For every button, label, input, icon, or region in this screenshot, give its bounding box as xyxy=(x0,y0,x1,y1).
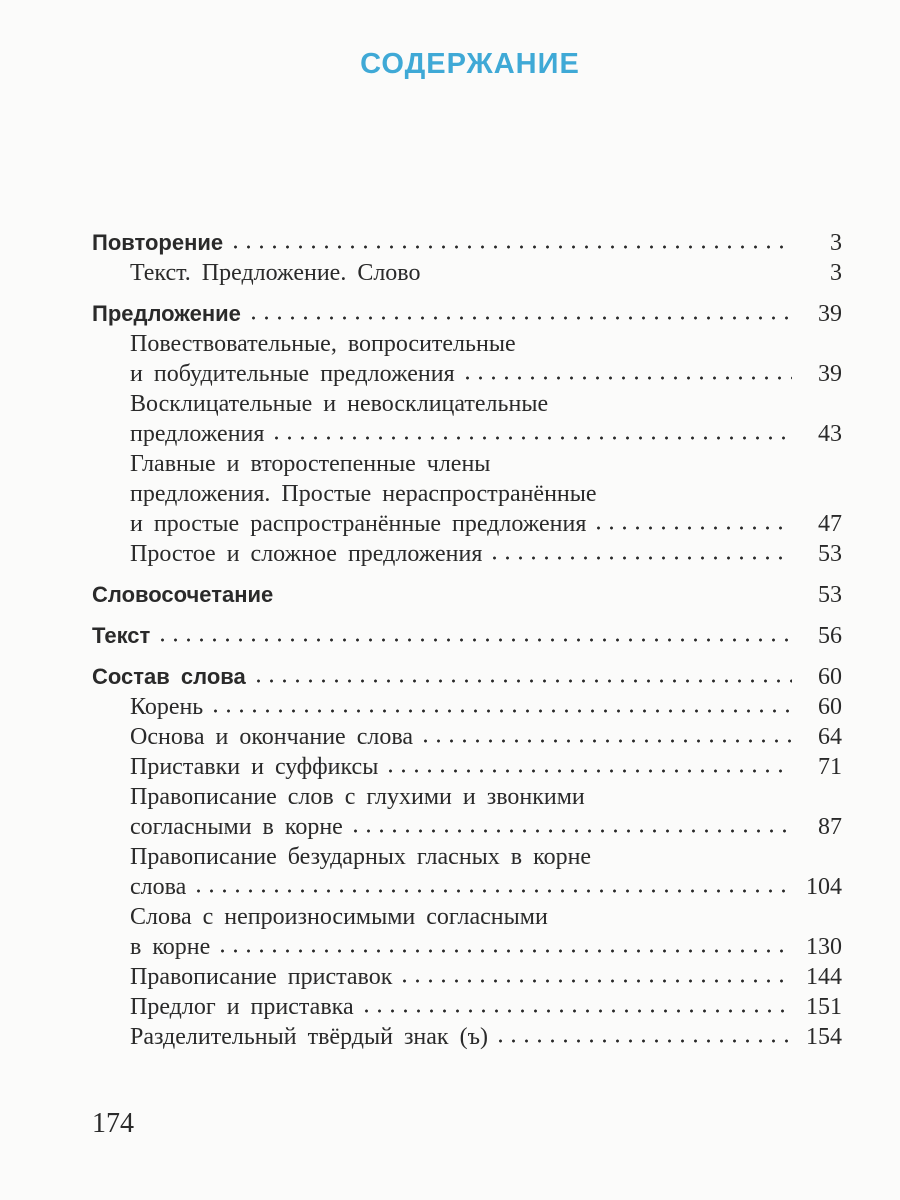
toc-section-heading[interactable] xyxy=(92,299,842,329)
toc-section-heading[interactable] xyxy=(92,621,842,651)
toc-page-number: 3 xyxy=(830,230,842,256)
toc-section-title: Состав слова xyxy=(92,664,246,689)
toc-item[interactable] xyxy=(92,932,842,962)
dot-leader xyxy=(384,769,792,773)
dot-leader xyxy=(398,979,792,983)
dot-leader xyxy=(192,889,792,893)
toc-item-title: Правописание приставок xyxy=(130,964,393,990)
toc-section-title: Предложение xyxy=(92,301,241,326)
toc-section-heading[interactable] xyxy=(92,580,842,610)
dot-leader xyxy=(488,556,792,560)
toc-item-title: Корень xyxy=(130,694,204,720)
toc-section-heading[interactable] xyxy=(92,662,842,692)
toc-item-title: и простые распространённые предложения xyxy=(130,511,587,537)
toc-item-title: в корне xyxy=(130,934,211,960)
toc-item-title: Предлог и приставка xyxy=(130,994,354,1020)
toc-section xyxy=(92,299,842,569)
page-title: СОДЕРЖАНИЕ xyxy=(360,48,580,80)
toc-item[interactable] xyxy=(92,509,842,539)
toc-item-line: Повествовательные, вопросительные xyxy=(130,331,516,357)
toc-item-title: Основа и окончание слова xyxy=(130,724,413,750)
toc-page-number: 43 xyxy=(818,421,842,447)
toc-item-line: Правописание безударных гласных в корне xyxy=(130,844,592,870)
dot-leader xyxy=(270,436,792,440)
toc-item-line: Главные и второстепенные члены xyxy=(130,451,491,477)
toc-item[interactable] xyxy=(92,962,842,992)
toc-page-number: 39 xyxy=(818,301,842,327)
toc-item[interactable] xyxy=(92,539,842,569)
toc-item-line: Правописание слов с глухими и звонкими xyxy=(130,784,585,810)
toc-item[interactable] xyxy=(92,1022,842,1052)
dot-leader xyxy=(247,316,792,320)
dot-leader xyxy=(360,1009,792,1013)
toc-page-number: 3 xyxy=(830,260,842,286)
table-of-contents xyxy=(92,228,842,1063)
toc-section xyxy=(92,228,842,288)
toc-item-title: Приставки и суффиксы xyxy=(130,754,379,780)
toc-item[interactable] xyxy=(92,359,842,389)
toc-page-number: 53 xyxy=(818,582,842,608)
toc-section xyxy=(92,621,842,651)
dot-leader xyxy=(494,1039,792,1043)
toc-page-number: 104 xyxy=(806,874,842,900)
toc-item[interactable] xyxy=(92,812,842,842)
toc-section-title: Словосочетание xyxy=(92,582,274,607)
toc-section-heading[interactable] xyxy=(92,228,842,258)
toc-section xyxy=(92,580,842,610)
toc-page-number: 71 xyxy=(818,754,842,780)
toc-item-line: Восклицательные и невосклицательные xyxy=(130,391,549,417)
dot-leader xyxy=(209,709,792,713)
toc-item-title: Разделительный твёрдый знак (ъ) xyxy=(130,1024,488,1050)
toc-page-number: 151 xyxy=(806,994,842,1020)
toc-item[interactable] xyxy=(92,692,842,722)
dot-leader xyxy=(461,376,792,380)
toc-page-number: 64 xyxy=(818,724,842,750)
toc-item[interactable] xyxy=(92,419,842,449)
dot-leader xyxy=(229,245,792,249)
toc-page-number: 53 xyxy=(818,541,842,567)
toc-item-line: Слова с непроизносимыми согласными xyxy=(130,904,548,930)
toc-section-title: Текст xyxy=(92,623,151,648)
toc-page-number: 39 xyxy=(818,361,842,387)
toc-item-title: слова xyxy=(130,874,187,900)
toc-page-number: 154 xyxy=(806,1024,842,1050)
dot-leader xyxy=(252,679,792,683)
dot-leader xyxy=(419,739,792,743)
dot-leader xyxy=(156,638,792,642)
toc-item-line: предложения. Простые нераспространённые xyxy=(130,481,597,507)
toc-section-title: Повторение xyxy=(92,230,224,255)
toc-page-number: 144 xyxy=(806,964,842,990)
toc-page-number: 87 xyxy=(818,814,842,840)
toc-item[interactable] xyxy=(92,752,842,782)
toc-item[interactable] xyxy=(92,992,842,1022)
page-number: 174 xyxy=(92,1108,134,1139)
toc-item-title: Простое и сложное предложения xyxy=(130,541,483,567)
toc-item-title: и побудительные предложения xyxy=(130,361,455,387)
toc-item[interactable] xyxy=(92,722,842,752)
toc-page-number: 60 xyxy=(818,694,842,720)
toc-item-title: Текст. Предложение. Слово xyxy=(130,260,421,286)
toc-page-number: 56 xyxy=(818,623,842,649)
toc-page-number: 47 xyxy=(818,511,842,537)
dot-leader xyxy=(349,829,792,833)
toc-item-title: предложения xyxy=(130,421,265,447)
toc-item[interactable] xyxy=(92,258,842,288)
dot-leader xyxy=(216,949,792,953)
toc-page-number: 60 xyxy=(818,664,842,690)
toc-section xyxy=(92,662,842,1052)
toc-item-title: согласными в корне xyxy=(130,814,343,840)
toc-item[interactable] xyxy=(92,872,842,902)
toc-page-number: 130 xyxy=(806,934,842,960)
dot-leader xyxy=(592,526,792,530)
